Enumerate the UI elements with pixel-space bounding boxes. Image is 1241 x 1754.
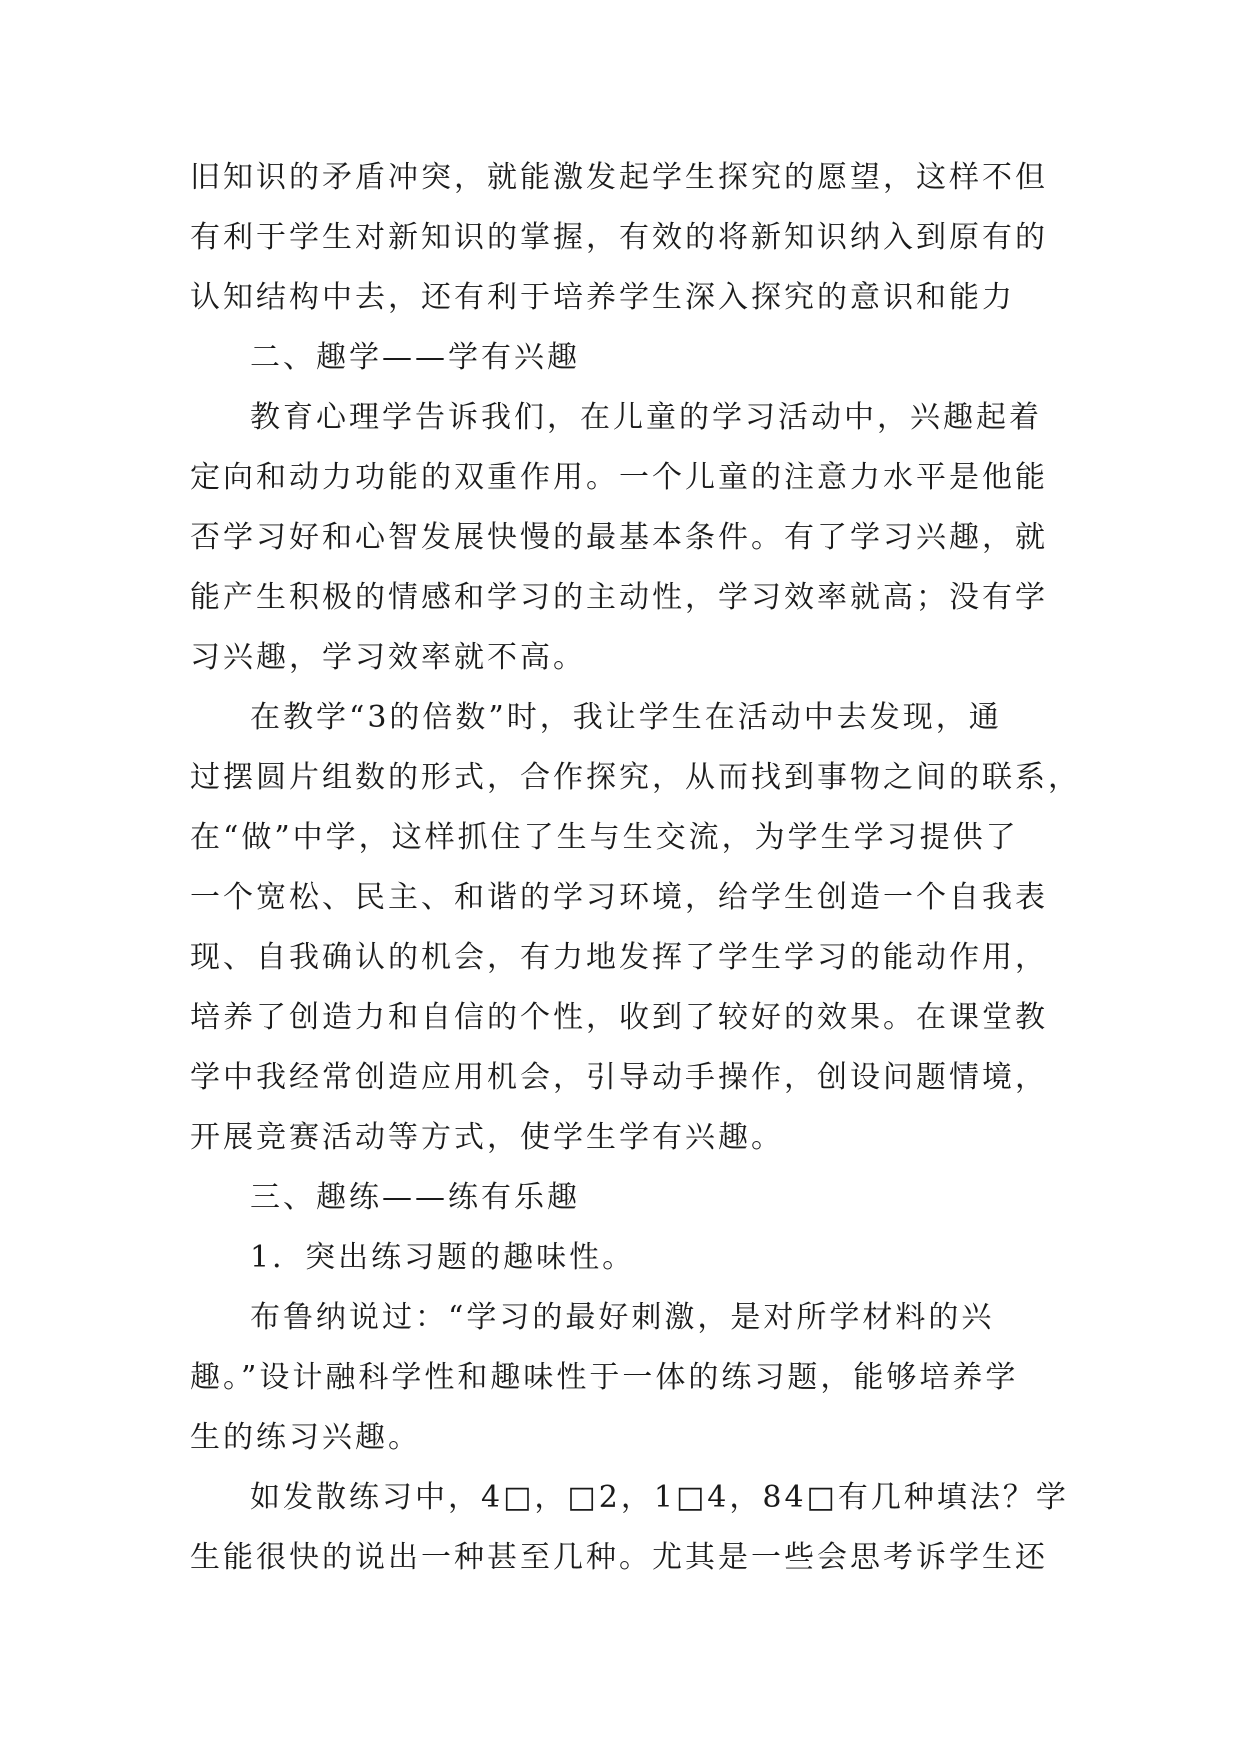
text-line: 在教学“3的倍数”时，我让学生在活动中去发现，通: [250, 700, 1002, 735]
text-line: 否学习好和心智发展快慢的最基本条件。有了学习兴趣，就: [190, 520, 1048, 555]
text-line: 开展竞赛活动等方式，使学生学有兴趣。: [190, 1120, 784, 1155]
subsection-heading: 1．突出练习题的趣味性。: [250, 1240, 636, 1275]
text-line: 定向和动力功能的双重作用。一个儿童的注意力水平是他能: [190, 460, 1048, 495]
text-line: 趣。”设计融科学性和趣味性于一体的练习题，能够培养学: [190, 1360, 1019, 1395]
text-line: 生能很快的说出一种甚至几种。尤其是一些会思考诉学生还: [190, 1540, 1048, 1575]
text-line: 有利于学生对新知识的掌握，有效的将新知识纳入到原有的: [190, 220, 1048, 255]
text-line: 教育心理学告诉我们，在儿童的学习活动中，兴趣起着: [250, 400, 1042, 435]
text-line: 过摆圆片组数的形式，合作探究，从而找到事物之间的联系，: [190, 760, 1081, 795]
text-line: 学中我经常创造应用机会，引导动手操作，创设问题情境，: [190, 1060, 1048, 1095]
section-heading: 三、趣练——练有乐趣: [250, 1180, 580, 1215]
text-line: 一个宽松、民主、和谐的学习环境，给学生创造一个自我表: [190, 880, 1048, 915]
text-line: 生的练习兴趣。: [190, 1420, 421, 1455]
section-heading: 二、趣学——学有兴趣: [250, 340, 580, 375]
text-line: 培养了创造力和自信的个性，收到了较好的效果。在课堂教: [190, 1000, 1048, 1035]
text-line: 习兴趣，学习效率就不高。: [190, 640, 586, 675]
text-line: 在“做”中学，这样抓住了生与生交流，为学生学习提供了: [190, 820, 1019, 855]
text-line: 现、自我确认的机会，有力地发挥了学生学习的能动作用，: [190, 940, 1048, 975]
text-line: 如发散练习中，4□，□2，1□4，84□有几种填法？学: [250, 1480, 1069, 1515]
text-line: 认知结构中去，还有利于培养学生深入探究的意识和能力: [190, 280, 1015, 315]
text-line: 能产生积极的情感和学习的主动性，学习效率就高；没有学: [190, 580, 1048, 615]
text-line: 旧知识的矛盾冲突，就能激发起学生探究的愿望，这样不但: [190, 160, 1048, 195]
text-line: 布鲁纳说过：“学习的最好刺激，是对所学材料的兴: [250, 1300, 995, 1335]
